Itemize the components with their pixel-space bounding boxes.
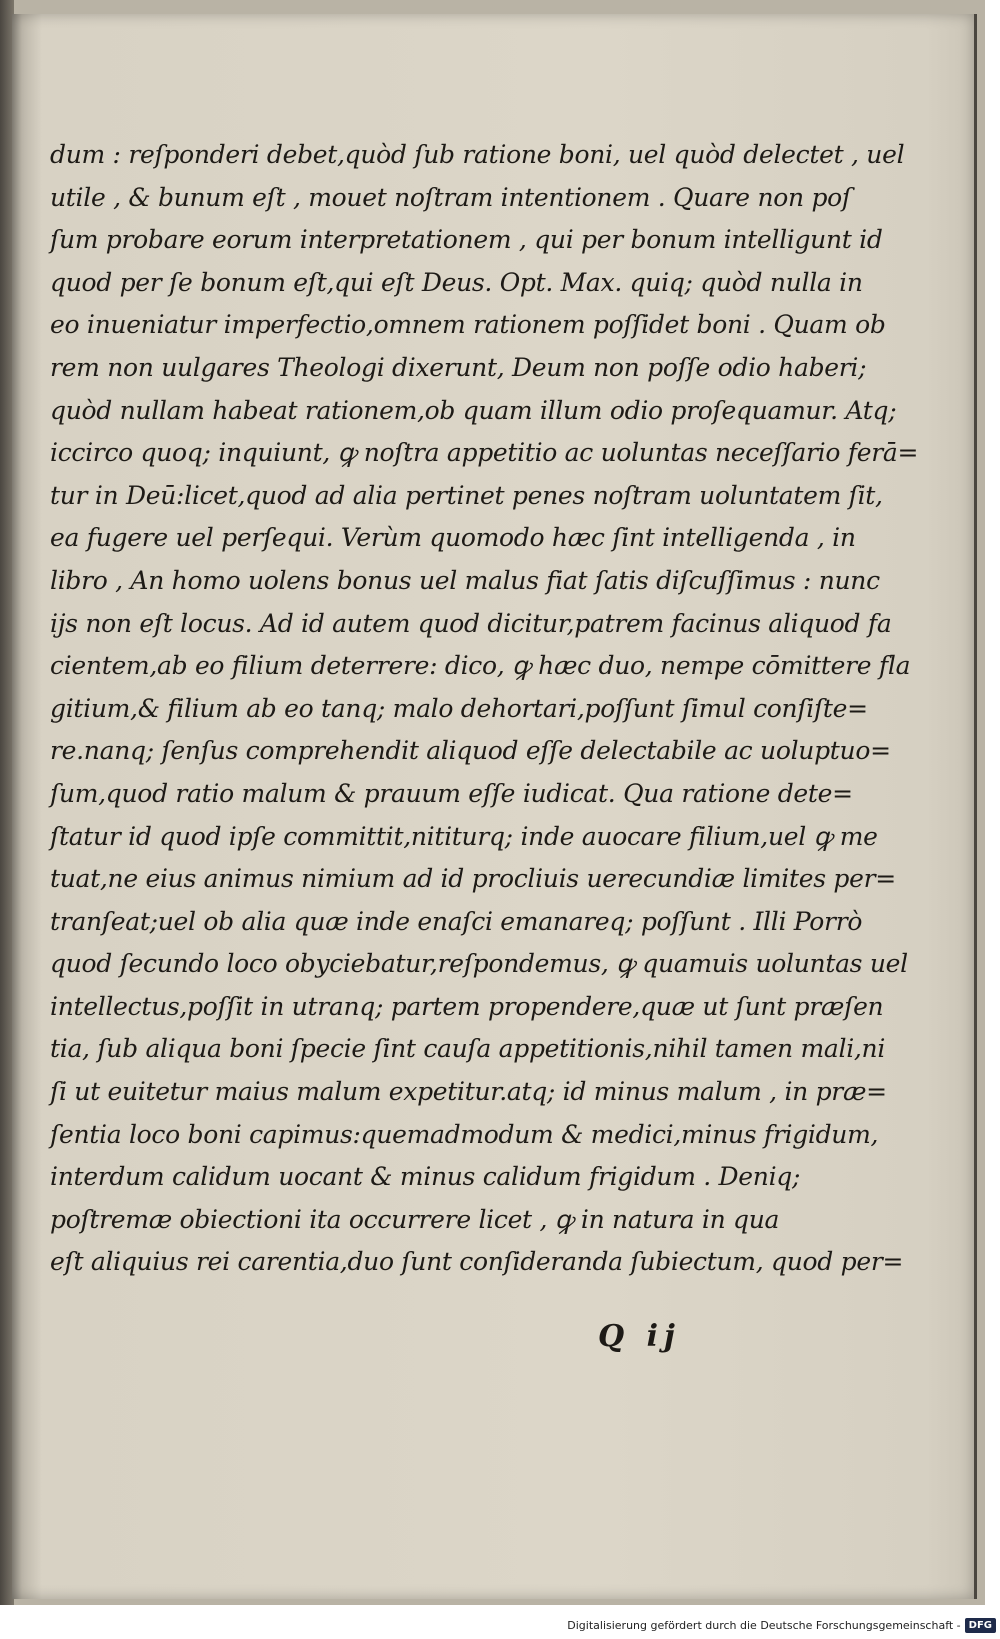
signature-mark: Q ij bbox=[598, 1319, 681, 1354]
body-text bbox=[50, 134, 919, 1284]
text-line: eſt aliquius rei carentia,duo ſunt conſideranda ſubiectum, quod per= bbox=[50, 1247, 904, 1277]
text-line: ijs non eſt locus. Ad id autem quod dicitur,patrem facinus aliquod fa bbox=[50, 608, 892, 638]
text-line: eo inueniatur imperfectio,omnem rationem poſſidet boni . Quam ob bbox=[50, 310, 886, 340]
text-line: libro , An homo uolens bonus uel malus fiat ſatis diſcuſſimus : nunc bbox=[50, 565, 880, 595]
text-line: quod ſecundo loco obyciebatur,reſpondemus, ꝙ quamuis uoluntas uel bbox=[50, 949, 908, 979]
text-line: intellectus,poſſit in utranq; partem propendere,quæ ut ſunt præſen bbox=[50, 991, 884, 1021]
text-line: rem non uulgares Theologi dixerunt, Deum non poſſe odio haberi; bbox=[50, 352, 867, 382]
text-line: gitium,& filium ab eo tanq; malo dehortari,poſſunt ſimul conſiſte= bbox=[50, 693, 868, 723]
text-line: cientem,ab eo filium deterrere: dico, ꝙ hæc duo, nempe cōmittere fla bbox=[50, 651, 911, 681]
text-line: poſtremæ obiectioni ita occurrere licet , ꝙ in natura in qua bbox=[50, 1204, 780, 1234]
text-line: ſi ut euitetur maius malum expetitur.atq; id minus malum , in præ= bbox=[50, 1077, 887, 1107]
text-line: interdum calidum uocant & minus calidum frigidum . Deniq; bbox=[50, 1162, 801, 1192]
footer-credit bbox=[567, 1614, 996, 1636]
text-line: tranſeat;uel ob alia quæ inde enaſci emanareq; poſſunt . Illi Porrò bbox=[50, 906, 863, 936]
text-line: quòd nullam habeat rationem,ob quam illum odio proſequamur. Atq; bbox=[50, 395, 897, 425]
text-line: ſum,quod ratio malum & prauum eſſe iudicat. Qua ratione dete= bbox=[50, 778, 853, 808]
text-line: tur in Deū:licet,quod ad alia pertinet penes noſtram uoluntatem ſit, bbox=[50, 480, 883, 510]
text-line: iccirco quoq; inquiunt, ꝙ noſtra appetitio ac uoluntas neceſſario ferā= bbox=[50, 438, 919, 468]
text-line: ſentia loco boni capimus:quemadmodum & medici,minus frigidum, bbox=[50, 1119, 879, 1149]
text-line: quod per ſe bonum eſt,qui eſt Deus. Opt. Max. quiq; quòd nulla in bbox=[50, 267, 863, 297]
funding-credit-text: Digitalisierung gefördert durch die Deutsche Forschungsgemeinschaft - bbox=[567, 1618, 961, 1632]
text-line: dum : reſponderi debet,quòd ſub ratione boni, uel quòd delectet , uel bbox=[50, 140, 905, 169]
dfg-logo: DFG bbox=[965, 1618, 996, 1633]
text-line: ſum probare eorum interpretationem , qui per bonum intelligunt id bbox=[50, 225, 883, 255]
text-line: tia, ſub aliqua boni ſpecie ſint cauſa appetitionis,nihil tamen mali,ni bbox=[50, 1034, 886, 1064]
text-line: ea fugere uel perſequi. Verùm quomodo hæc ſint intelligenda , in bbox=[50, 523, 856, 553]
text-line: tuat,ne eius animus nimium ad id procliuis uerecundiæ limites per= bbox=[50, 864, 896, 894]
text-line: re.nanq; ſenſus comprehendit aliquod eſſe delectabile ac uoluptuo= bbox=[50, 736, 891, 766]
text-line: ſtatur id quod ipſe committit,nititurq; inde auocare filium,uel ꝙ me bbox=[50, 821, 878, 851]
text-line: utile , & bunum eſt , mouet noſtram intentionem . Quare non poſ bbox=[50, 182, 851, 212]
paper-sheet bbox=[12, 14, 977, 1599]
